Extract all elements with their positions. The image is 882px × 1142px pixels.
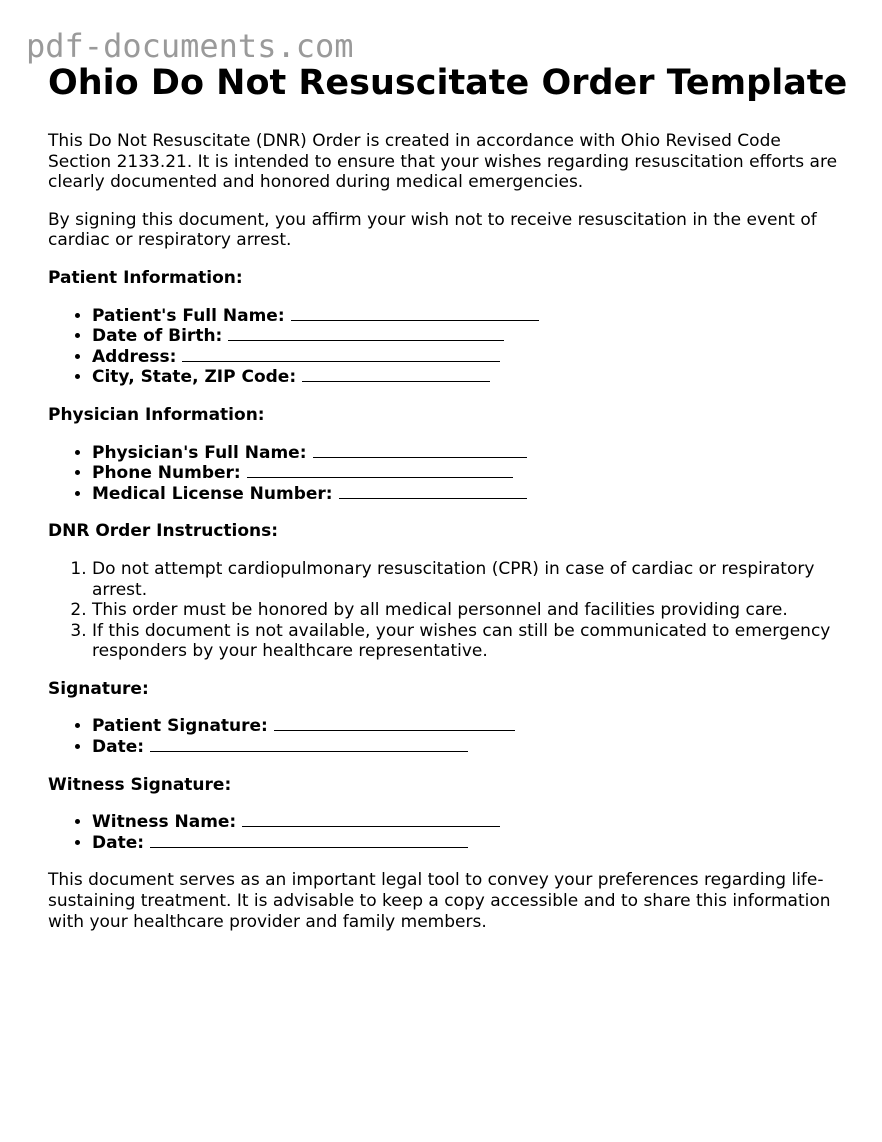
instruction-item: 3. If this document is not available, your wishes can still be communicated to emergency responders by your healthcare representative.	[92, 621, 848, 662]
field-label: Medical License Number:	[92, 483, 333, 504]
witness-date-field	[92, 833, 848, 854]
dnr-instructions-heading: DNR Order Instructions:	[48, 521, 279, 542]
closing-paragraph: This document serves as an important legal tool to convey your preferences regarding life-sustaining treatment. It is advisable to keep a copy accessible and to share this information with your healthcare provider and family members.	[48, 870, 831, 932]
field-label: Date of Birth:	[92, 326, 223, 347]
patient-info-heading: Patient Information:	[48, 267, 243, 288]
medical-license-number-blank[interactable]	[339, 484, 527, 499]
address-blank[interactable]	[182, 347, 500, 362]
field-label: Physician's Full Name:	[92, 442, 307, 463]
field-label: Witness Name:	[92, 812, 237, 833]
page-title: Ohio Do Not Resuscitate Order Template	[48, 63, 848, 103]
document-page	[48, 62, 848, 932]
date-of-birth-field	[92, 326, 848, 347]
patient-date-blank[interactable]	[150, 737, 468, 752]
witness-name-blank[interactable]	[242, 812, 500, 827]
witness-list	[48, 812, 848, 853]
medical-license-number-field	[92, 484, 848, 505]
field-label: Patient Signature:	[92, 716, 268, 737]
field-label: City, State, ZIP Code:	[92, 367, 297, 388]
patient-full-name-blank[interactable]	[291, 306, 539, 321]
field-label: Date:	[92, 737, 145, 758]
witness-signature-heading: Witness Signature:	[48, 774, 232, 795]
phone-number-field	[92, 463, 848, 484]
affirmation-paragraph: By signing this document, you affirm your wish not to receive resuscitation in the event of cardiac or respiratory arrest.	[48, 209, 817, 251]
patient-info-list	[48, 306, 848, 388]
physician-info-heading: Physician Information:	[48, 404, 265, 425]
signature-heading: Signature:	[48, 678, 149, 699]
patient-date-field	[92, 737, 848, 758]
instruction-item: 2. This order must be honored by all medical personnel and facilities providing care.	[92, 600, 848, 621]
field-label: Patient's Full Name:	[92, 305, 285, 326]
phone-number-blank[interactable]	[247, 463, 513, 478]
physician-full-name-field	[92, 443, 848, 464]
city-state-zip-blank[interactable]	[302, 367, 490, 382]
field-label: Address:	[92, 346, 177, 367]
witness-date-blank[interactable]	[150, 833, 468, 848]
intro-paragraph: This Do Not Resuscitate (DNR) Order is created in accordance with Ohio Revised Code Section 2133.21. It is intended to ensure that your wishes regarding resuscitation efforts are clearly documented and honored during medical emergencies.	[48, 131, 838, 193]
physician-info-list	[48, 443, 848, 505]
field-label: Date:	[92, 832, 145, 853]
witness-name-field	[92, 812, 848, 833]
date-of-birth-blank[interactable]	[228, 326, 504, 341]
city-state-zip-field	[92, 367, 848, 388]
physician-full-name-blank[interactable]	[313, 443, 527, 458]
watermark: pdf-documents.com	[26, 27, 354, 65]
field-label: Phone Number:	[92, 463, 241, 484]
address-field	[92, 347, 848, 368]
dnr-instructions-list	[48, 559, 848, 662]
patient-signature-field	[92, 716, 848, 737]
instruction-item: 1. Do not attempt cardiopulmonary resuscitation (CPR) in case of cardiac or respiratory arrest.	[92, 559, 848, 600]
patient-full-name-field	[92, 306, 848, 327]
patient-signature-blank[interactable]	[274, 716, 515, 731]
signature-list	[48, 716, 848, 757]
